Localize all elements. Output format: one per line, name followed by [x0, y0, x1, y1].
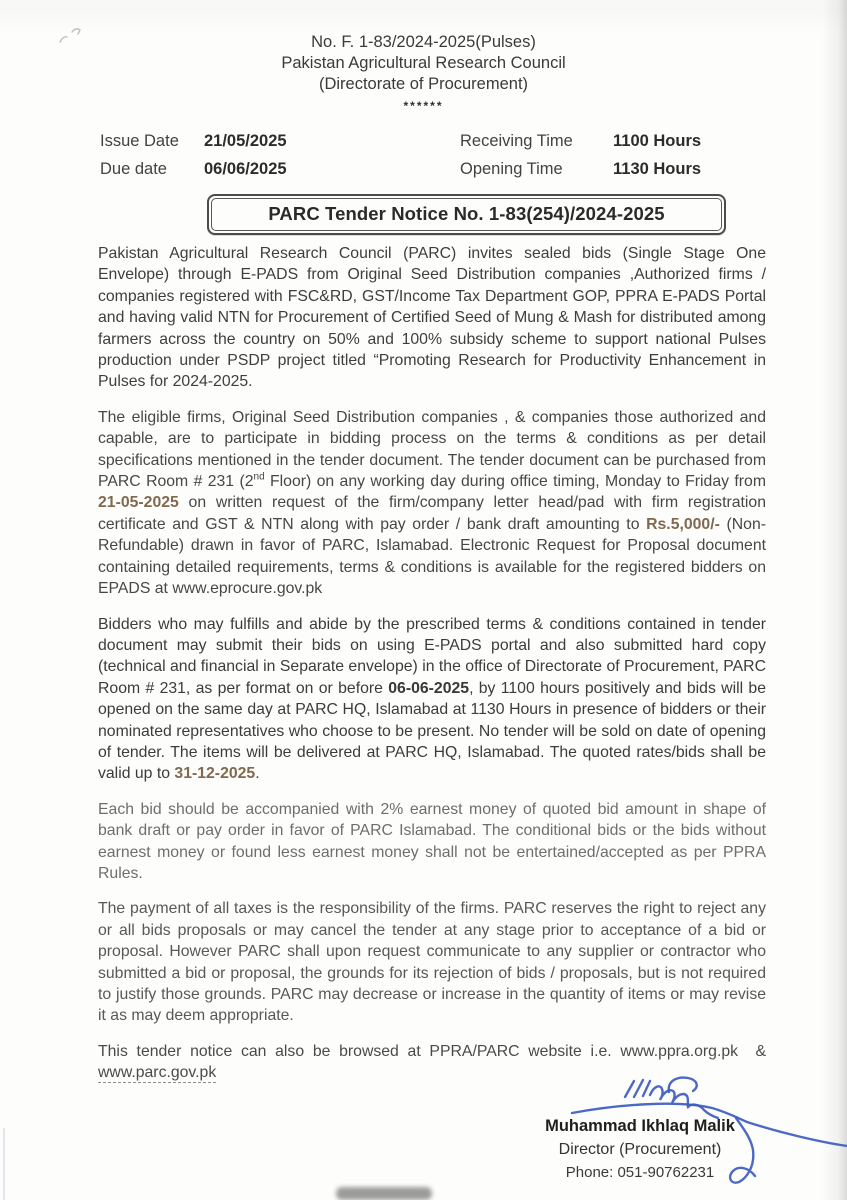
divider-stars: ****** [403, 99, 444, 113]
paragraph [98, 614, 766, 785]
text-segment: Rs.5,000/- [646, 515, 720, 533]
text-segment: The eligible firms, Original Seed Distribution companies , & companies those authorized and capable, are to participate in bidding process on the terms & conditions as per detail specifications mentioned in the tender document. The tender document can be purchased from PARC Room # 231 (2 [98, 408, 766, 491]
url-text: www.ppra.org.pk [620, 1042, 739, 1060]
text-segment: Floor) on any working day during office timing, Monday to Friday from [264, 473, 766, 491]
document-header [0, 32, 847, 117]
reference-number: No. F. 1-83/2024-2025(Pulses) [311, 33, 536, 51]
signature-block [540, 1115, 740, 1184]
text-segment: , by 1100 hours positively and bids will be opened on the same day at PARC HQ, Islamabad at 1130 Hours in presence of bidders or their nominated representatives who choose to be present. No tender will be sold on date of opening of tender. The items will be delivered at PARC HQ, Islamabad. The quoted rates/bids shall be valid up to [98, 679, 766, 783]
text-segment: . [255, 765, 260, 783]
department-name: (Directorate of Procurement) [318, 75, 529, 93]
receiving-time-label: Receiving Time [460, 132, 573, 150]
signatory-name: Muhammad Ikhlaq Malik [545, 1117, 735, 1135]
receiving-time-value: 1100 Hours [613, 132, 702, 150]
text-segment: 21-05-2025 [98, 494, 179, 512]
tender-notice-title: PARC Tender Notice No. 1-83(254)/2024-2025 [211, 198, 722, 231]
text-segment: 06-06-2025 [388, 679, 470, 697]
paragraph [98, 898, 766, 1026]
scan-smudge [336, 1187, 432, 1200]
body-paragraphs [98, 243, 766, 1098]
scan-edge-line [3, 1128, 5, 1200]
paragraph [98, 799, 766, 885]
organization-name: Pakistan Agricultural Research Council [281, 54, 566, 72]
opening-time-value: 1130 Hours [613, 160, 702, 178]
signatory-title: Director (Procurement) [558, 1141, 722, 1158]
due-date-label: Due date [100, 160, 167, 178]
text-segment: on written request of the firm/company letter head/pad with firm registration certificate and GST & NTN along with pay order / bank draft amounting to [98, 494, 766, 533]
text-segment: The payment of all taxes is the responsibility of the firms. PARC reserves the right to reject any or all bids proposals or may cancel the tender at any stage prior to acceptance of a bid or proposal. However PARC shall upon request communicate to any supplier or contractor who submitted a bid or proposal, the grounds for its rejection of bids / proposals, but is not required to justify those grounds. PARC may decrease or increase in the quantity of items or may revise it as may deem appropriate. [98, 900, 766, 1025]
text-segment: Pakistan Agricultural Research Council (PARC) invites sealed bids (Single Stage One Envelope) through E-PADS from Original Seed Distribution companies ,Authorized firms / companies registered with FSC&RD, GST/Income Tax Department GOP, PPRA E-PADS Portal and having valid NTN for Procurement of Certified Seed of Mung & Mash for distributed among farmers across the country on 50% and 100% subsidy scheme to support national Pulses production under PSDP project titled “Promoting Research for Productivity Enhancement in Pulses for 2024-2025. [98, 245, 766, 391]
url-text: www.parc.gov.pk [98, 1064, 217, 1082]
text-segment: This tender notice can also be browsed at PPRA/PARC website i.e. [98, 1042, 621, 1060]
text-segment: (Non-Refundable) drawn in favor of PARC, Islamabad. Electronic Request for Proposal document containing detailed requirements, terms & conditions is available for the registered bidders on EPADS at [98, 515, 766, 598]
url-text: www.eprocure.gov.pk [172, 580, 323, 598]
issue-date-value: 21/05/2025 [204, 132, 287, 150]
text-segment: Bidders who may fulfills and abide by the prescribed terms & conditions contained in tender document may submit their bids on using E-PADS portal and also submitted hard copy (technical and financial in Separate envelope) in the office of Directorate of Procurement, PARC Room # 231, as per format on or before [98, 615, 766, 697]
text-segment: 31-12-2025 [174, 765, 256, 783]
opening-time-label: Opening Time [460, 160, 563, 178]
signatory-phone: Phone: 051-90762231 [565, 1164, 715, 1181]
meta-block [100, 130, 765, 180]
issue-date-label: Issue Date [100, 132, 179, 150]
paragraph [98, 243, 766, 393]
due-date-value: 06/06/2025 [204, 160, 287, 178]
text-segment: nd [253, 471, 265, 483]
paragraph [98, 407, 766, 600]
text-segment: Each bid should be accompanied with 2% earnest money of quoted bid amount in shape of bank draft or pay order in favor of PARC Islamabad. The conditional bids or the bids without earnest money or found less earnest money shall not be entertained/accepted as per PPRA Rules. [98, 800, 766, 882]
tender-notice-box [207, 194, 726, 235]
text-segment: & [738, 1042, 766, 1060]
paragraph [98, 1041, 766, 1084]
